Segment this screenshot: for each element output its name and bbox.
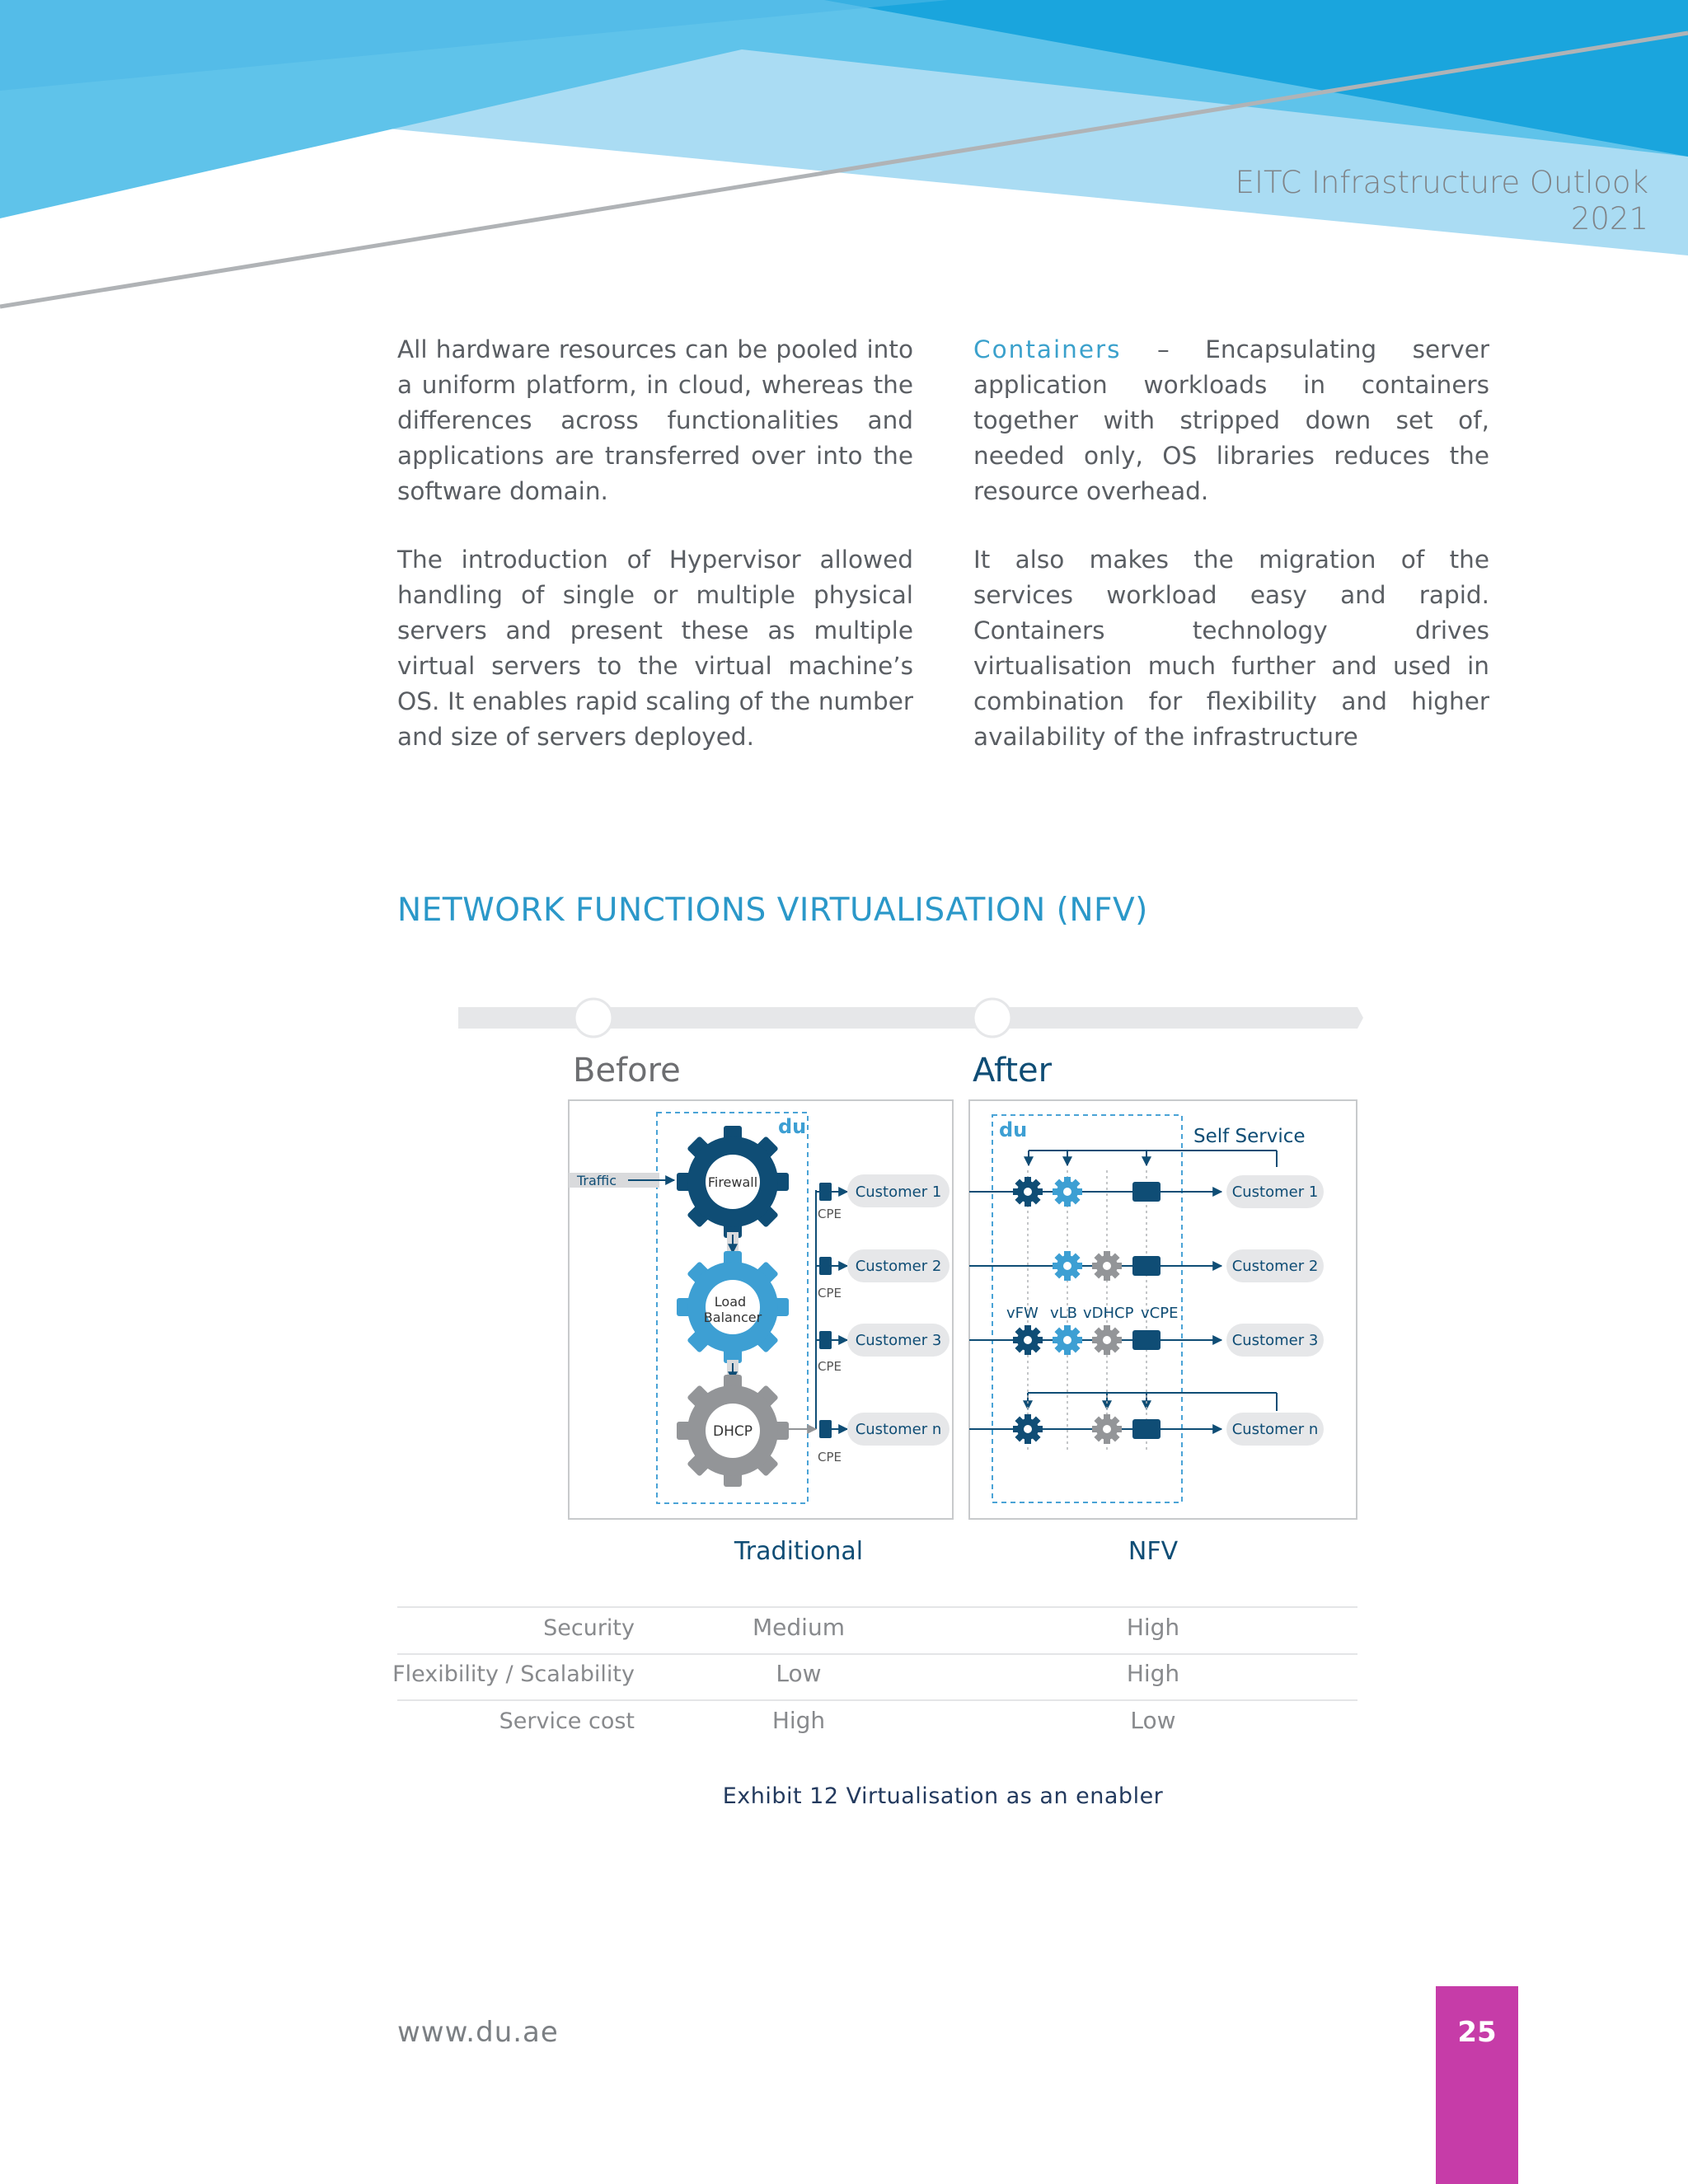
row-flexibility-nfv: High [1126,1660,1180,1687]
left-paragraph-2: The introduction of Hypervisor allowed handling of single or multiple physical servers and present these as multiple virtual servers to the virtual machine’s OS. It enables rapid scaling of the number and size of servers deployed. [397,546,913,751]
left-column [397,332,913,788]
load-balancer-label-2: Balancer [703,1310,762,1325]
header-year: 2021 [1570,201,1648,237]
after-label: After [973,1052,1053,1090]
containers-term: Containers [973,335,1122,363]
dhcp-label: DHCP [713,1423,753,1440]
svg-text:CPE: CPE [818,1286,842,1301]
svg-text:Customer n: Customer n [855,1421,942,1438]
row-security-nfv: High [1126,1614,1180,1641]
right-paragraph-2: It also makes the migration of the services workload easy and rapid. Containers technology drives virtualisation much further and used in combination for flexibility and higher availability of the infrastructure [973,546,1489,751]
row-flexibility-traditional: Low [776,1660,822,1687]
left-paragraph-1: All hardware resources can be pooled into a uniform platform, in cloud, whereas the differences across functionalities and applications are transferred over into the software domain. [397,335,913,505]
exhibit-caption: Exhibit 12 Virtualisation as an enabler [722,1783,1164,1809]
header-title: EITC Infrastructure Outlook [1235,165,1648,200]
row-label-service-cost: Service cost [499,1708,635,1734]
row-service-cost-traditional: High [771,1707,826,1734]
vcpe-label: vCPE [1141,1305,1179,1322]
svg-text:CPE: CPE [818,1207,842,1221]
nfv-exhibit [392,1005,1357,1734]
page-number: 25 [1457,2016,1497,2049]
containers-description: – Encapsulating server application workloads in containers together with stripped down set of, needed only, OS libraries reduces the resource overhead. [973,335,1489,505]
vdhcp-label: vDHCP [1083,1305,1134,1322]
load-balancer-label-1: Load [714,1294,747,1310]
firewall-label: Firewall [707,1174,758,1190]
svg-text:Customer 3: Customer 3 [855,1332,942,1349]
vfw-label: vFW [1006,1305,1039,1322]
right-paragraph-1 [973,332,1489,509]
footer-url[interactable]: www.du.ae [397,2016,559,2049]
self-service-label: Self Service [1193,1126,1306,1147]
before-label: Before [573,1052,681,1090]
svg-text:CPE: CPE [818,1450,842,1465]
row-label-flexibility: Flexibility / Scalability [392,1661,635,1687]
row-security-traditional: Medium [753,1614,845,1641]
section-heading: NETWORK FUNCTIONS VIRTUALISATION (NFV) [397,892,1148,929]
col-header-traditional: Traditional [734,1537,864,1566]
header-banner [0,0,1688,313]
row-label-security: Security [543,1615,635,1641]
col-header-nfv: NFV [1128,1537,1179,1566]
before-brand-mark: du [778,1115,807,1138]
right-column [973,332,1489,788]
svg-text:Customer 2: Customer 2 [1231,1258,1319,1275]
row-service-cost-nfv: Low [1130,1707,1176,1734]
svg-text:Customer 3: Customer 3 [1231,1332,1319,1349]
timeline-dot-before [574,999,612,1037]
after-brand-mark: du [999,1118,1028,1141]
svg-text:Customer n: Customer n [1231,1421,1319,1438]
traffic-label: Traffic [577,1173,617,1188]
svg-text:Customer 1: Customer 1 [855,1183,942,1201]
vlb-label: vLB [1050,1305,1078,1322]
svg-text:CPE: CPE [818,1359,842,1374]
timeline-dot-after [973,999,1011,1037]
svg-text:Customer 2: Customer 2 [855,1258,942,1275]
svg-text:Customer 1: Customer 1 [1231,1183,1319,1201]
page-number-badge [1436,1986,1518,2184]
